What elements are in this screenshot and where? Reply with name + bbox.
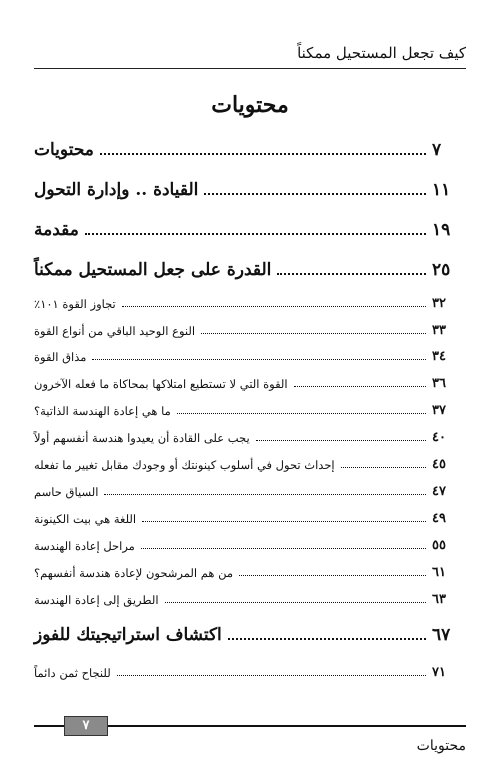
toc-entry-page: ٣٢ — [432, 296, 446, 311]
toc-entry-title: مذاق القوة — [34, 350, 87, 364]
dot-leader — [104, 494, 426, 495]
toc-entry[interactable] — [34, 457, 466, 472]
toc-entry[interactable] — [34, 484, 466, 499]
toc-entry[interactable] — [34, 665, 466, 680]
toc-entry-title: الطريق إلى إعادة الهندسة — [34, 593, 159, 607]
running-footer — [34, 716, 466, 754]
dot-leader — [277, 273, 426, 275]
toc-entry-title: مراحل إعادة الهندسة — [34, 539, 135, 553]
dot-leader — [228, 638, 426, 640]
toc-entry-page: ١٩ — [432, 220, 451, 240]
dot-leader — [341, 467, 426, 468]
toc-entry-title: مقدمة — [34, 220, 79, 240]
toc-entry-page: ٣٦ — [432, 376, 446, 391]
toc-entry[interactable] — [34, 511, 466, 526]
dot-leader — [177, 413, 426, 414]
toc-entry-page: ٣٧ — [432, 403, 446, 418]
toc-entry-title: ما هي إعادة الهندسة الذاتية؟ — [34, 404, 171, 418]
dot-leader — [100, 153, 426, 155]
toc-entry-title: يجب على القادة أن يعيدوا هندسة أنفسهم أولاً — [34, 431, 250, 445]
toc-entry-page: ٣٤ — [432, 349, 446, 364]
toc-entry-title: القيادة .. وإدارة التحول — [34, 180, 199, 200]
dot-leader — [141, 548, 426, 549]
toc-entry[interactable] — [34, 323, 466, 338]
running-header — [34, 44, 466, 68]
toc-entry-page: ٣٣ — [432, 323, 446, 338]
toc-entry[interactable] — [34, 296, 466, 311]
toc-entry-page: ٤٥ — [432, 457, 446, 472]
toc-entry-title: السياق حاسم — [34, 485, 99, 499]
toc-entry[interactable] — [34, 625, 466, 645]
toc-entry-page: ٧ — [432, 140, 442, 160]
toc-entry-page: ٤٠ — [432, 430, 446, 445]
toc-entry-title: للنجاح ثمن دائماً — [34, 666, 111, 680]
toc-entry-page: ٧١ — [432, 665, 446, 680]
page-number-badge: ٧ — [64, 716, 108, 736]
toc-entry-title: إحداث تحول في أسلوب كينونتك أو وجودك مقابل تغيير ما تفعله — [34, 458, 335, 472]
dot-leader — [201, 333, 426, 334]
dot-leader — [204, 193, 426, 195]
dot-leader — [165, 602, 426, 603]
toc-entry[interactable] — [34, 376, 466, 391]
toc-entry-title: اللغة هي بيت الكينونة — [34, 512, 137, 526]
toc-entry-title: النوع الوحيد الباقي من أنواع القوة — [34, 324, 196, 338]
toc-entry-title: محتويات — [34, 140, 94, 160]
toc-entry[interactable] — [34, 538, 466, 553]
dot-leader — [122, 306, 426, 307]
header-rule — [34, 68, 466, 69]
dot-leader — [294, 386, 426, 387]
toc-entry-page: ١١ — [432, 180, 451, 200]
toc-entry-page: ٦٣ — [432, 592, 446, 607]
toc-entry-title: تجاوز القوة ١٠١٪ — [34, 297, 116, 311]
toc-entry[interactable] — [34, 403, 466, 418]
toc-entry[interactable] — [34, 592, 466, 607]
toc-entry[interactable] — [34, 430, 466, 445]
dot-leader — [92, 359, 426, 360]
toc-entry-page: ٥٥ — [432, 538, 446, 553]
dot-leader — [256, 440, 426, 441]
dot-leader — [117, 675, 426, 676]
dot-leader — [239, 575, 426, 576]
toc-entry[interactable] — [34, 349, 466, 364]
toc-entry-title: اكتشاف استراتيجيتك للفوز — [34, 625, 222, 645]
toc-entry-page: ٤٧ — [432, 484, 446, 499]
toc-entry[interactable] — [34, 220, 466, 240]
toc-entry[interactable] — [34, 140, 466, 160]
toc-entry[interactable] — [34, 260, 466, 280]
toc-entry-page: ٦١ — [432, 565, 446, 580]
toc-entry-title: القدرة على جعل المستحيل ممكناً — [34, 260, 272, 280]
footer-section-title: محتويات — [416, 738, 466, 754]
toc-entry-title: القوة التي لا تستطيع امتلاكها بمحاكاة ما فعله الآخرون — [34, 377, 288, 391]
toc-entry-page: ٦٧ — [432, 625, 451, 645]
dot-leader — [142, 521, 426, 522]
toc-entry-page: ٤٩ — [432, 511, 446, 526]
toc-entry[interactable] — [34, 565, 466, 580]
toc-entry-page: ٢٥ — [432, 260, 451, 280]
dot-leader — [85, 233, 426, 235]
book-title: كيف تجعل المستحيل ممكناً — [297, 44, 466, 62]
page-title: محتويات — [211, 92, 289, 118]
toc-entry[interactable] — [34, 180, 466, 200]
toc-entry-title: من هم المرشحون لإعادة هندسة أنفسهم؟ — [34, 566, 234, 580]
